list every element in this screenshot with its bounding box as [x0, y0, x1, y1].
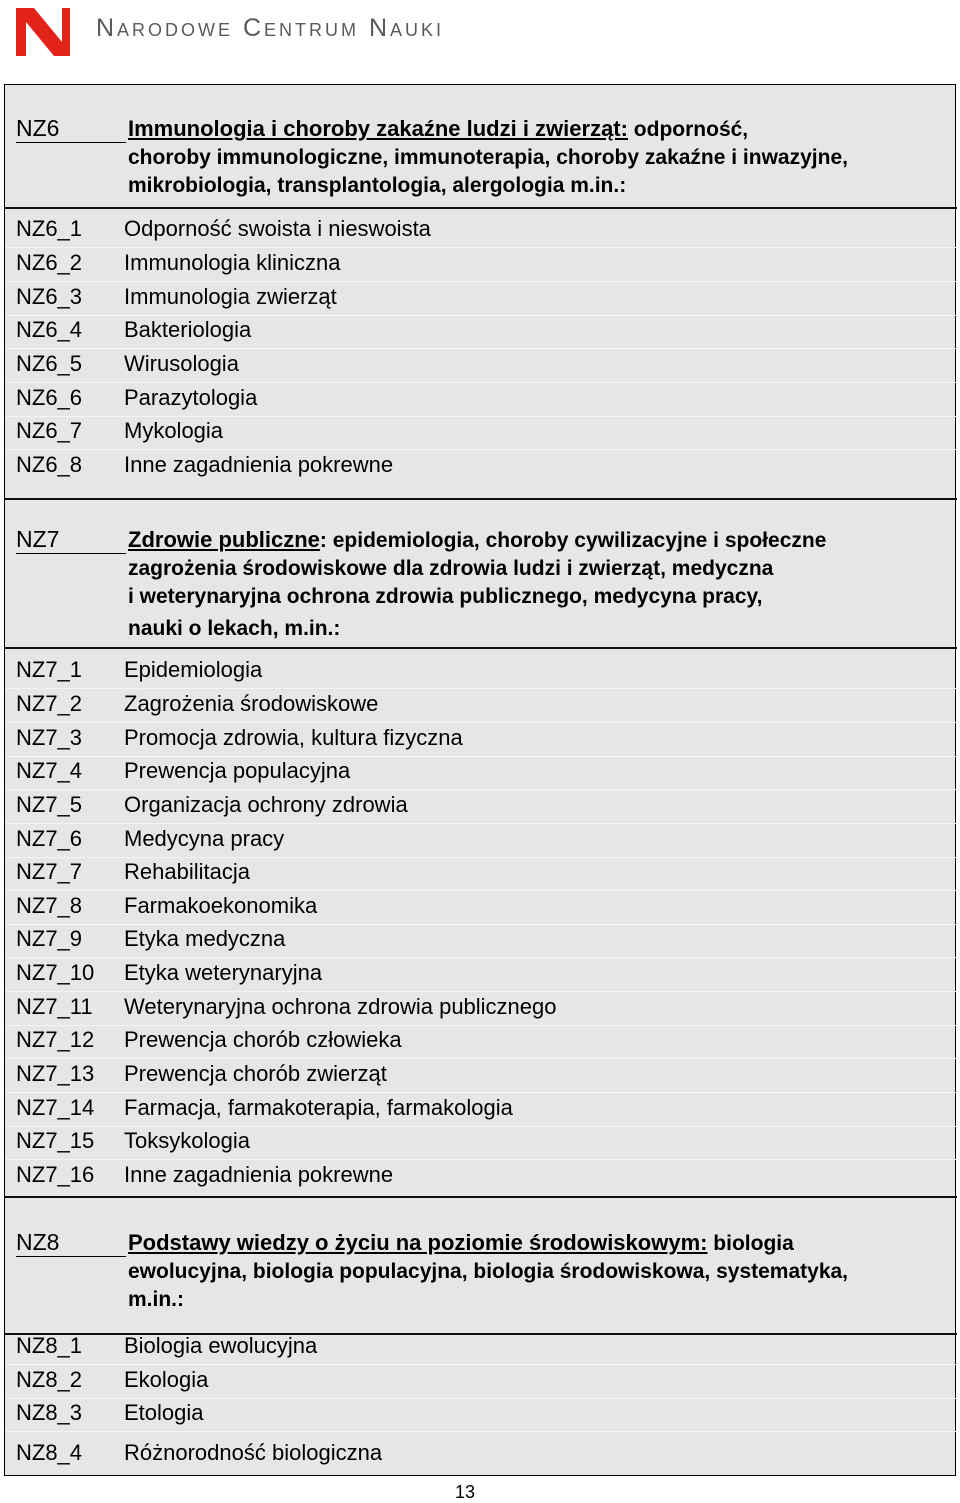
section-title	[128, 1229, 848, 1314]
list-item	[5, 1365, 957, 1399]
page-number: 13	[455, 1482, 476, 1502]
list-item	[5, 1398, 957, 1432]
section-title-line: zagrożenia środowiskowe dla zdrowia ludzi i zwierząt, medyczna	[128, 557, 774, 580]
list-item	[5, 1438, 957, 1472]
item-code: NZ6_8	[16, 452, 83, 477]
item-code: NZ7_6	[16, 826, 83, 851]
section-code-underline	[16, 142, 126, 143]
item-code: NZ6_7	[16, 418, 83, 443]
section-title-lead: Zdrowie publiczne	[128, 527, 320, 552]
item-label: Bakteriologia	[124, 317, 252, 342]
item-code: NZ6_6	[16, 385, 83, 410]
section-title	[128, 526, 826, 643]
section-title-line: nauki o lekach, m.in.:	[128, 617, 341, 640]
list-item	[5, 958, 957, 992]
item-label: Weterynaryjna ochrona zdrowia publicznego	[124, 994, 557, 1019]
list-item	[5, 416, 957, 450]
organization-name: Narodowe Centrum Nauki	[96, 14, 445, 42]
page-header	[0, 0, 960, 84]
item-label: Prewencja chorób człowieka	[124, 1027, 402, 1052]
list-item	[5, 756, 957, 790]
item-label: Prewencja chorób zwierząt	[124, 1061, 387, 1086]
item-code: NZ7_12	[16, 1027, 95, 1052]
list-item	[5, 992, 957, 1026]
item-label: Promocja zdrowia, kultura fizyczna	[124, 725, 463, 750]
item-code: NZ7_15	[16, 1128, 95, 1153]
item-label: Epidemiologia	[124, 657, 263, 682]
list-item	[5, 450, 957, 484]
item-label: Zagrożenia środowiskowe	[124, 691, 379, 716]
item-code: NZ7_4	[16, 758, 83, 783]
list-item	[5, 383, 957, 417]
item-code: NZ6_3	[16, 284, 83, 309]
item-label: Medycyna pracy	[124, 826, 285, 851]
item-label: Toksykologia	[124, 1128, 250, 1153]
list-item	[5, 723, 957, 757]
item-code: NZ7_11	[16, 994, 93, 1019]
item-code: NZ6_4	[16, 317, 83, 342]
list-item	[5, 1331, 957, 1365]
list-item	[5, 214, 957, 248]
item-code: NZ7_7	[16, 859, 83, 884]
list-item	[5, 790, 957, 824]
item-label: Farmakoekonomika	[124, 893, 318, 918]
item-label: Wirusologia	[124, 351, 239, 376]
item-label: Organizacja ochrony zdrowia	[124, 792, 408, 817]
section-title-rest: : epidemiologia, choroby cywilizacyjne i społeczne	[319, 529, 827, 552]
section-title-line: m.in.:	[128, 1288, 184, 1311]
item-label: Farmacja, farmakoterapia, farmakologia	[124, 1095, 513, 1120]
section-code: NZ7	[16, 526, 60, 552]
item-label: Parazytologia	[124, 385, 258, 410]
item-label: Etyka weterynaryjna	[124, 960, 323, 985]
section-title-line: ewolucyjna, biologia populacyjna, biologia środowiskowa, systematyka,	[128, 1260, 849, 1283]
section-code: NZ8	[16, 1229, 60, 1255]
section-title-line: choroby immunologiczne, immunoterapia, choroby zakaźne i inwazyjne,	[128, 146, 848, 169]
item-code: NZ6_2	[16, 250, 83, 275]
list-item	[5, 1160, 957, 1194]
section-divider	[5, 1196, 957, 1198]
section-title-line: mikrobiologia, transplantologia, alergologia m.in.:	[128, 174, 627, 197]
item-code: NZ7_14	[16, 1095, 95, 1120]
item-code: NZ7_3	[16, 725, 83, 750]
list-item	[5, 1025, 957, 1059]
item-label: Różnorodność biologiczna	[124, 1440, 383, 1465]
list-item	[5, 824, 957, 858]
list-item	[5, 315, 957, 349]
item-label: Ekologia	[124, 1367, 209, 1392]
item-label: Etologia	[124, 1400, 204, 1425]
item-code: NZ8_3	[16, 1400, 83, 1425]
item-code: NZ7_16	[16, 1162, 95, 1187]
section-title-rest: biologia	[707, 1232, 794, 1255]
discipline-table	[4, 84, 956, 1476]
item-code: NZ7_8	[16, 893, 83, 918]
item-code: NZ6_1	[16, 216, 83, 241]
item-code: NZ7_13	[16, 1061, 95, 1086]
list-item	[5, 924, 957, 958]
section-divider	[5, 647, 957, 649]
section-title-rest: odporność,	[627, 118, 749, 141]
item-code: NZ6_5	[16, 351, 83, 376]
item-code: NZ8_4	[16, 1440, 83, 1465]
list-item	[5, 857, 957, 891]
item-label: Prewencja populacyjna	[124, 758, 351, 783]
ncn-logo-icon	[12, 2, 74, 58]
list-item	[5, 349, 957, 383]
section-code-underline	[16, 553, 126, 554]
item-label: Inne zagadnienia pokrewne	[124, 1162, 394, 1187]
section-title	[128, 115, 848, 200]
list-item	[5, 1093, 957, 1127]
list-item	[5, 655, 957, 689]
item-label: Etyka medyczna	[124, 926, 286, 951]
item-label: Biologia ewolucyjna	[124, 1333, 318, 1358]
section-divider	[5, 207, 957, 209]
list-item	[5, 282, 957, 316]
item-code: NZ8_1	[16, 1333, 83, 1358]
section-divider	[5, 498, 957, 500]
item-code: NZ7_5	[16, 792, 83, 817]
section-title-lead: Podstawy wiedzy o życiu na poziomie środowiskowym:	[128, 1230, 708, 1255]
section-title-line: i weterynaryjna ochrona zdrowia publicznego, medycyna pracy,	[128, 585, 763, 608]
section-title-lead: Immunologia i choroby zakaźne ludzi i zwierząt:	[128, 116, 628, 141]
item-code: NZ7_1	[16, 657, 83, 682]
item-label: Mykologia	[124, 418, 224, 443]
item-label: Rehabilitacja	[124, 859, 250, 884]
item-code: NZ8_2	[16, 1367, 83, 1392]
item-label: Immunologia kliniczna	[124, 250, 341, 275]
item-label: Immunologia zwierząt	[124, 284, 337, 309]
list-item	[5, 1126, 957, 1160]
section-code: NZ6	[16, 115, 60, 141]
item-code: NZ7_10	[16, 960, 95, 985]
list-item	[5, 1059, 957, 1093]
item-label: Odporność swoista i nieswoista	[124, 216, 431, 241]
list-item	[5, 689, 957, 723]
section-code-underline	[16, 1256, 126, 1257]
list-item	[5, 891, 957, 925]
list-item	[5, 248, 957, 282]
item-label: Inne zagadnienia pokrewne	[124, 452, 394, 477]
item-code: NZ7_2	[16, 691, 83, 716]
item-code: NZ7_9	[16, 926, 83, 951]
